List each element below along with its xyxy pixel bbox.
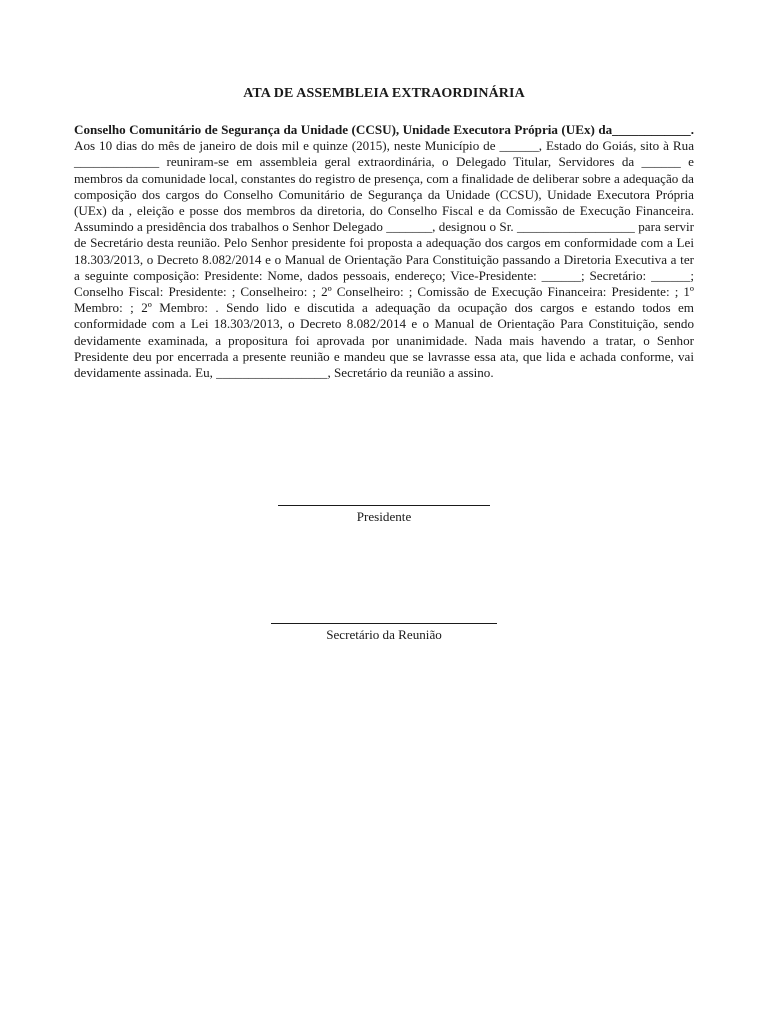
president-signature-line xyxy=(278,505,490,506)
president-label: Presidente xyxy=(356,509,412,524)
secretary-signature-block xyxy=(271,623,497,643)
minutes-text: Aos 10 dias do mês de janeiro de dois mil e quinze (2015), neste Município de ______, Estado do Goiás, sito à Rua _____________ reuniram-se em assembleia geral extraordinária, o Delegado Titular, Servidores da ______ e membros da comunidade local, constantes do registro de presença, com a finalidade de deliberar sobre a adequação da composição dos cargos do Conselho Comunitário de Segurança da Unidade (CCSU), Unidade Executora Própria (UEx) da , eleição e posse dos membros da diretoria, do Conselho Fiscal e da Comissão de Execução Financeira. Assumindo a presidência dos trabalhos o Senhor Delegado _______, designou o Sr. __________________ para servir de Secretário desta reunião. Pelo Senhor presidente foi proposta a adequação dos cargos em conformidade com a Lei 18.303/2013, o Decreto 8.082/2014 e o Manual de Orientação Para Constituição passando a Diretoria Executiva a ter a seguinte composição: Presidente: Nome, dados pessoais, endereço; Vice-Presidente: ______; Secretário: ______; Conselho Fiscal: Presidente: ; Conselheiro: ; 2º Conselheiro: ; Comissão de Execução Financeira: Presidente: ; 1º Membro: ; 2º Membro: . Sendo lido e discutida a adequação da ocupação dos cargos e estando todos em conformidade com a Lei 18.303/2013, o Decreto 8.082/2014 e o Manual de Orientação Para Constituição, sendo devidamente examinada, a propositura foi aprovada por unanimidade. Nada mais havendo a tratar, o Senhor Presidente deu por encerrada a presente reunião e mandeu que se lavrasse essa ata, que lida e achada conforme, vai devidamente assinada. Eu, _________________, Secretário da reunião a assino. xyxy=(74,138,694,381)
opening-statement: Conselho Comunitário de Segurança da Unidade (CCSU), Unidade Executora Própria (UEx) da____________. xyxy=(74,122,694,137)
secretary-signature-line xyxy=(271,623,497,624)
president-signature-block xyxy=(278,505,490,525)
document-title: ATA DE ASSEMBLEIA EXTRAORDINÁRIA xyxy=(243,86,525,101)
document-body xyxy=(74,122,694,381)
secretary-label: Secretário da Reunião xyxy=(326,627,442,642)
